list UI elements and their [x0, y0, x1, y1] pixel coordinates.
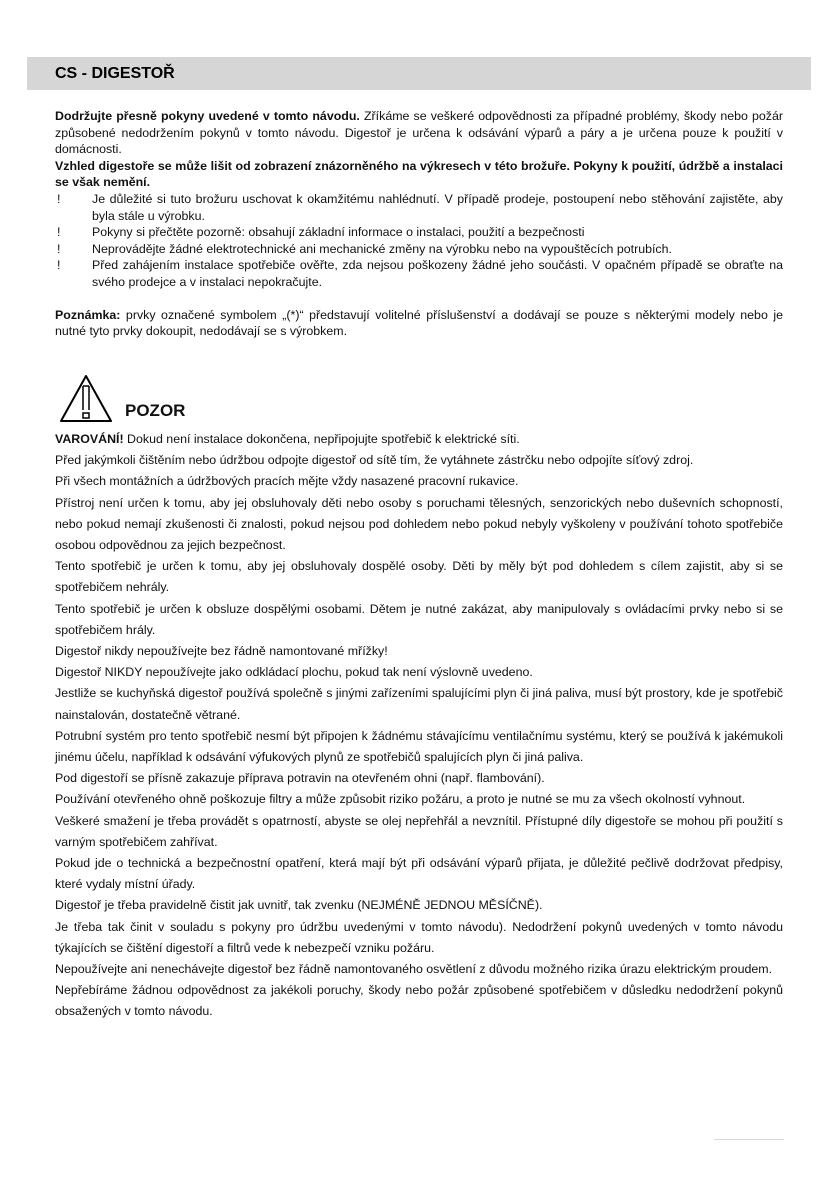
bullet-list: [55, 191, 783, 291]
list-item-text: Neprovádějte žádné elektrotechnické ani mechanické změny na výrobku nebo na vypouštěcích potrubích.: [92, 241, 672, 256]
list-item: [55, 224, 783, 241]
warning-first-text: Dokud není instalace dokončena, nepřipojujte spotřebič k elektrické síti.: [123, 432, 520, 446]
intro-bold-1: Dodržujte přesně pokyny uvedené v tomto návodu.: [55, 109, 360, 123]
warning-paragraph: Jestliže se kuchyňská digestoř používá společně s jinými zařízeními spalujícími plyn či jiná paliva, musí být prostory, kde je spotřebič nainstalován, dostatečně větrané.: [55, 686, 783, 722]
warning-paragraph: [55, 429, 783, 450]
page-title: CS - DIGESTOŘ: [55, 65, 175, 82]
note-paragraph: [55, 307, 783, 340]
warning-paragraph: Potrubní systém pro tento spotřebič nesmí být připojen k žádnému stávajícímu ventilačnímu systému, který se používá k jakémukoli jinému účelu, například k odsávání výfukových plynů ze spotřebičů spalujících plyn či jiná paliva.: [55, 728, 783, 765]
intro-text-1: Zříkáme se veškeré odpovědnosti za případné problémy, škody nebo požár způsobené nedodržením pokynů v tomto návodu. Digestoř je určena k odsávání výparů a páry a je určena pouze k použití v domácnosti.: [55, 109, 783, 157]
note-label: Poznámka:: [55, 307, 121, 322]
warning-paragraph: Před jakýmkoli čištěním nebo údržbou odpojte digestoř od sítě tím, že vytáhnete zástrčku nebo odpojíte síťový zdroj.: [55, 453, 694, 468]
list-item: [55, 191, 783, 224]
footer-divider: [714, 1139, 784, 1140]
warning-paragraph: Přístroj není určen k tomu, aby jej obsluhovaly děti nebo osoby s poruchami tělesných, senzorických nebo duševních schopností, nebo pokud nemají zkušenosti či znalosti, pokud nejsou pod dohledem nebo pokud nebyly vyškoleny v používání tohoto spotřebiče osobou odpovědnou za jejich bezpečnost.: [55, 495, 783, 553]
warning-bold-label: VAROVÁNÍ!: [55, 432, 124, 446]
warning-paragraph: Pod digestoří se přísně zakazuje příprava potravin na otevřeném ohni (např. flambování).: [55, 771, 545, 786]
intro-paragraph-2: [55, 158, 783, 191]
warning-paragraph: Pokud jde o technická a bezpečnostní opatření, která mají být při odsávání výparů přijata, je důležité pečlivě dodržovat předpisy, které vydaly místní úřady.: [55, 856, 783, 892]
note-text: prvky označené symbolem „(*)“ představují volitelné příslušenství a dodávají se pouze s některými modely nebo je nutné tyto prvky dokoupit, nedodávají se s výrobkem.: [55, 307, 783, 339]
warning-triangle-icon: [58, 373, 114, 425]
exclamation-mark: !: [57, 258, 61, 273]
list-item-text: Před zahájením instalace spotřebiče ověřte, zda nejsou poškozeny žádné jeho součásti. V opačném případě se obraťte na svého prodejce a v instalaci nepokračujte.: [92, 258, 783, 289]
warning-paragraph: Nepoužívejte ani nenechávejte digestoř bez řádně namontovaného osvětlení z důvodu možného rizika úrazu elektrickým proudem.: [55, 962, 773, 977]
list-item-text: Je důležité si tuto brožuru uschovat k okamžitému nahlédnutí. V případě prodeje, postoupení nebo stěhování zajistěte, aby byla stále u výrobku.: [92, 191, 783, 223]
warning-paragraph: Digestoř nikdy nepoužívejte bez řádně namontované mřížky!: [55, 644, 388, 659]
section-header: [27, 57, 811, 90]
intro-paragraph-1: [55, 108, 783, 158]
intro-bold-2: Vzhled digestoře se může lišit od zobrazení znázorněného na výkresech v této brožuře. Pokyny k použití, údržbě a instalaci se však nemění.: [55, 158, 783, 190]
warning-paragraph: Používání otevřeného ohně poškozuje filtry a může způsobit riziko požáru, a proto je nutné se mu za všech okolností vyhnout.: [55, 792, 746, 807]
warning-paragraph: Tento spotřebič je určen k obsluze dospělými osobami. Dětem je nutné zakázat, aby manipulovaly s ovládacími prvky nebo si se spotřebičem hrály.: [55, 601, 783, 637]
list-item: [55, 241, 783, 258]
exclamation-mark: !: [57, 191, 61, 206]
intro-section: [55, 108, 783, 340]
warning-heading: [58, 373, 358, 425]
warning-paragraph: Je třeba tak činit v souladu s pokyny pro údržbu uvedenými v tomto návodu). Nedodržení pokynů uvedených v tomto návodu týkajících se čištění digestoří a filtrů vede k nebezpečí vzniku požáru.: [55, 919, 783, 955]
warning-paragraph: Veškeré smažení je třeba provádět s opatrností, abyste se olej nepřehřál a nevznítil. Přístupné díly digestoře se mohou při použití s varným spotřebičem zahřívat.: [55, 813, 783, 849]
warning-title: POZOR: [125, 401, 186, 420]
warning-paragraph: Nepřebíráme žádnou odpovědnost za jakékoli poruchy, škody nebo požár způsobené spotřebičem v důsledku nedodržení pokynů obsažených v tomto návodu.: [55, 983, 783, 1019]
list-item: [55, 257, 783, 290]
warning-paragraph: Při všech montážních a údržbových pracích mějte vždy nasazené pracovní rukavice.: [55, 474, 519, 489]
warnings-section: [55, 429, 783, 1023]
list-item-text: Pokyny si přečtěte pozorně: obsahují základní informace o instalaci, použití a bezpečnosti: [92, 225, 585, 240]
warning-paragraph: Tento spotřebič je určen k tomu, aby jej obsluhovaly dospělé osoby. Děti by měly být pod dohledem s cílem zajistit, aby si se spotřebičem nehrály.: [55, 559, 783, 595]
warning-paragraph: Digestoř je třeba pravidelně čistit jak uvnitř, tak zvenku (NEJMÉNĚ JEDNOU MĚSÍČNĚ).: [55, 898, 543, 913]
warning-paragraph: Digestoř NIKDY nepoužívejte jako odkládací plochu, pokud tak není výslovně uvedeno.: [55, 665, 533, 680]
exclamation-mark: !: [57, 225, 61, 240]
exclamation-mark: !: [57, 241, 61, 256]
